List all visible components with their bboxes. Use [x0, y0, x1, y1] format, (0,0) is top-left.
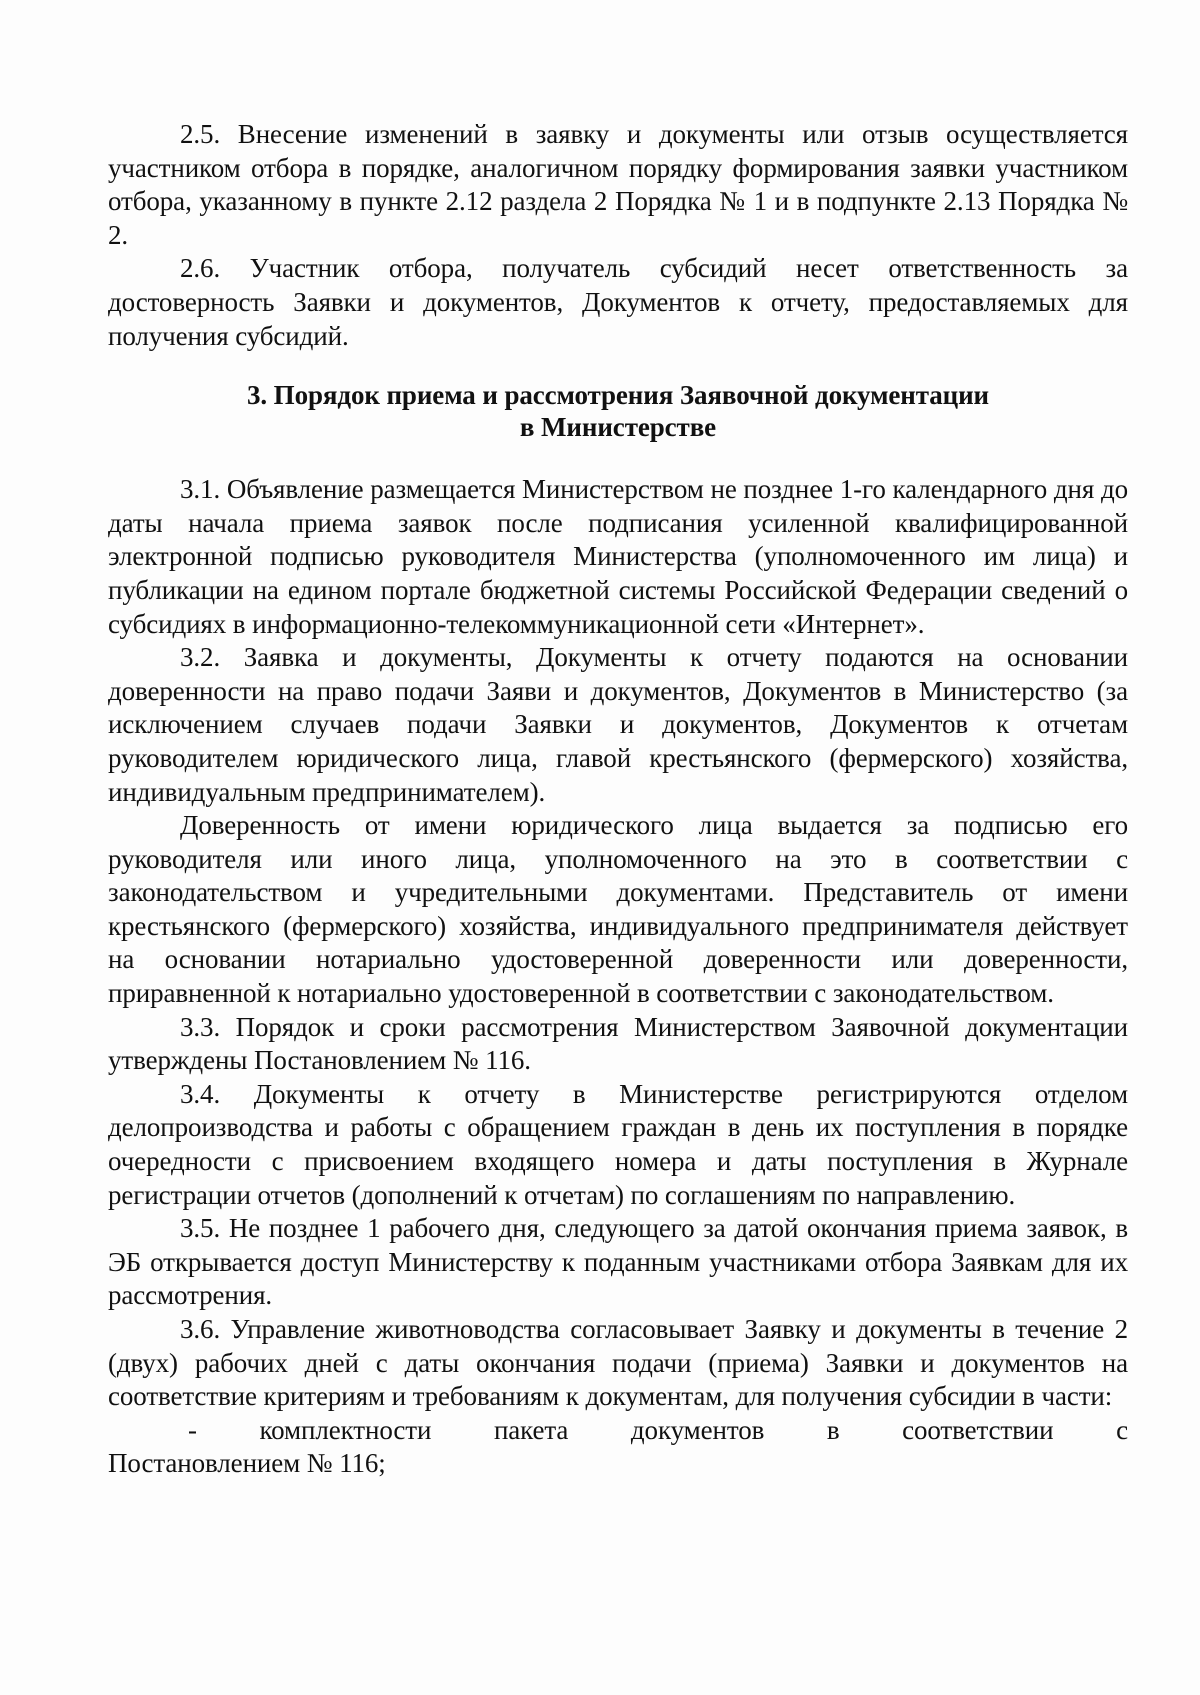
list-item-completeness — [108, 1414, 1128, 1448]
paragraph-2-6: 2.6. Участник отбора, получатель субсидий несет ответственность за достоверность Заявки и документов, Документов к отчету, предоставляемых для получения субсидий. — [108, 253, 1128, 351]
list-word: с — [1116, 1414, 1128, 1445]
paragraph-3-5: 3.5. Не позднее 1 рабочего дня, следующего за датой окончания приема заявок, в ЭБ открывается доступ Министерству к поданным участниками отбора Заявкам для их рассмотрения. — [108, 1213, 1128, 1311]
list-word: в — [826, 1414, 840, 1445]
list-word: пакета — [493, 1414, 569, 1445]
document-body — [108, 118, 1128, 1481]
section-3-heading — [108, 379, 1128, 443]
section-3-heading-line1: 3. Порядок приема и рассмотрения Заявочной документации — [246, 380, 989, 411]
paragraph-2-5: 2.5. Внесение изменений в заявку и документы или отзыв осуществляется участником отбора в порядке, аналогичном порядку формирования заявки участником отбора, указанному в пункте 2.12 раздела 2 Порядка № 1 и в подпункте 2.13 Порядка № 2. — [108, 119, 1128, 250]
list-word: соответствии — [902, 1414, 1054, 1445]
paragraph-3-3: 3.3. Порядок и сроки рассмотрения Министерством Заявочной документации утверждены Постановлением № 116. — [108, 1011, 1128, 1076]
paragraph-3-6: 3.6. Управление животноводства согласовывает Заявку и документы в течение 2 (двух) рабочих дней с даты окончания подачи (приема) Заявки и документов на соответствие критериям и требованиям к документам, для получения субсидии в части: — [108, 1314, 1128, 1412]
paragraph-power-of-attorney: Доверенность от имени юридического лица выдается за подписью его руководителя или иного лица, уполномоченного на это в соответствии с законодательством и учредительными документами. Представитель от имени крестьянского (фермерского) хозяйства, индивидуального предпринимателя действует на основании нотариально удостоверенной доверенности или доверенности, приравненной к нотариально удостоверенной в соответствии с законодательством. — [108, 810, 1128, 1009]
section-3-heading-line2: в Министерстве — [519, 412, 717, 443]
paragraph-3-2: 3.2. Заявка и документы, Документы к отчету подаются на основании доверенности на право подачи Заяви и документов, Документов в Министерство (за исключением случаев подачи Заявки и документов, Документов к отчетам руководителем юридического лица, главой крестьянского (фермерского) хозяйства, индивидуальным предпринимателем). — [108, 642, 1128, 807]
list-dash: - — [188, 1414, 197, 1445]
list-word: комплектности — [259, 1414, 432, 1445]
paragraph-3-1: 3.1. Объявление размещается Министерством не позднее 1-го календарного дня до даты начала приема заявок после подписания усиленной квалифицированной электронной подписью руководителя Министерства (уполномоченного им лица) и публикации на едином портале бюджетной системы Российской Федерации сведений о субсидиях в информационно-телекоммуникационной сети «Интернет». — [108, 474, 1128, 639]
list-word: документов — [630, 1414, 765, 1445]
paragraph-3-4: 3.4. Документы к отчету в Министерстве регистрируются отделом делопроизводства и работы с обращением граждан в день их поступления в порядке очередности с присвоением входящего номера и даты поступления в Журнале регистрации отчетов (дополнений к отчетам) по соглашениям по направлению. — [108, 1078, 1128, 1210]
list-item-tail: Постановлением № 116; — [108, 1448, 386, 1479]
